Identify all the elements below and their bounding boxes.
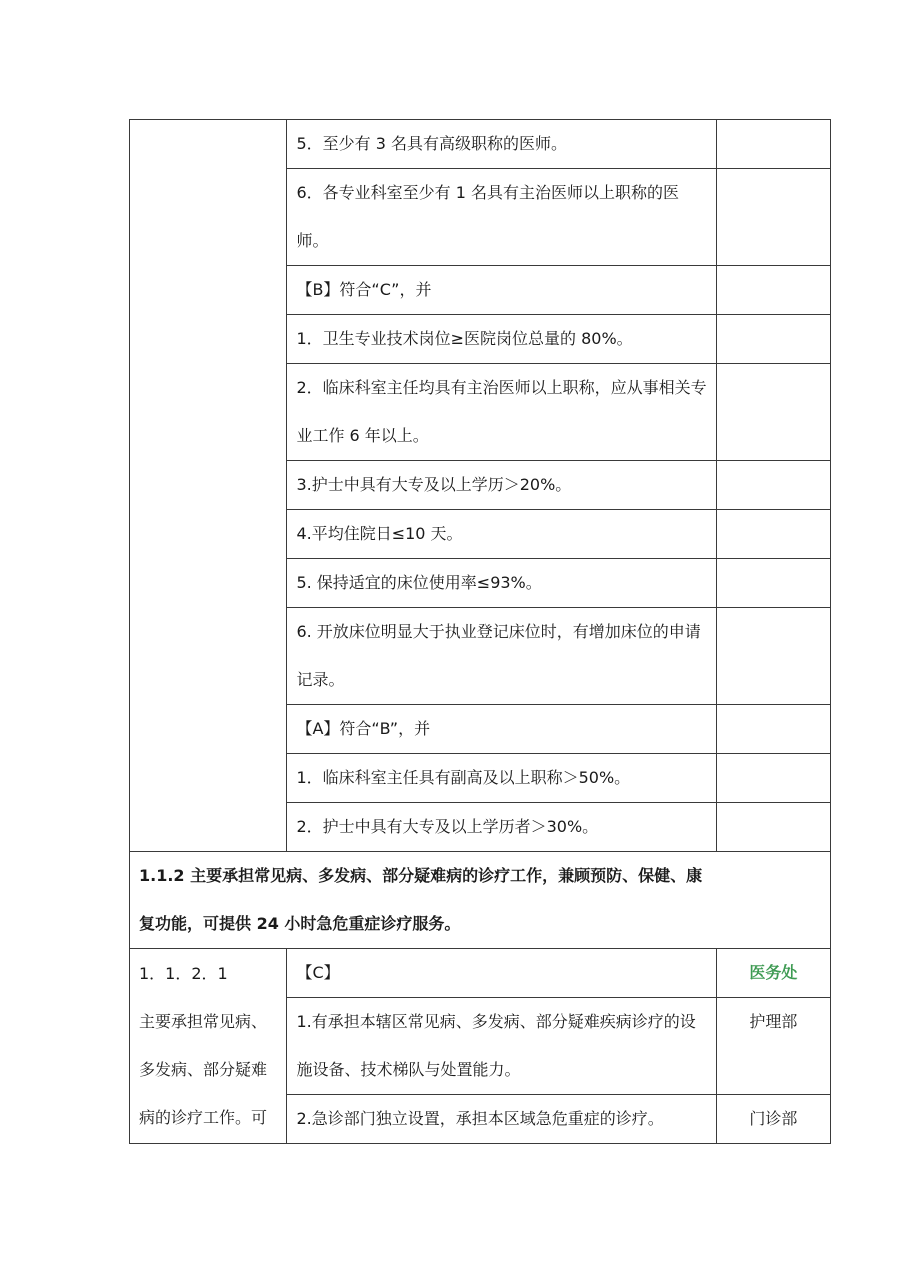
department-cell (716, 608, 830, 705)
department-cell (716, 461, 830, 510)
table-row (130, 949, 831, 998)
department-cell: 门诊部 (716, 1095, 830, 1144)
criterion-cell: 5. 保持适宜的床位使用率≤93%。 (287, 559, 716, 608)
criterion-cell: 1．临床科室主任具有副高及以上职称＞50%。 (287, 754, 716, 803)
department-cell (716, 559, 830, 608)
criterion-cell: 【B】符合“C”，并 (287, 266, 716, 315)
criterion-cell: 6. 开放床位明显大于执业登记床位时，有增加床位的申请记录。 (287, 608, 716, 705)
department-cell (716, 315, 830, 364)
criterion-cell: 3.护士中具有大专及以上学历＞20%。 (287, 461, 716, 510)
criterion-cell: 1.有承担本辖区常见病、多发病、部分疑难疾病诊疗的设施设备、技术梯队与处置能力。 (287, 998, 716, 1095)
criterion-cell: 2.急诊部门独立设置，承担本区域急危重症的诊疗。 (287, 1095, 716, 1144)
department-cell (716, 364, 830, 461)
department-cell (716, 510, 830, 559)
item-description: 主要承担常见病、多发病、部分疑难病的诊疗工作。可 (139, 1012, 268, 1127)
standards-table (129, 119, 831, 1144)
department-cell (716, 754, 830, 803)
criterion-cell: 【A】符合“B”，并 (287, 705, 716, 754)
criterion-cell: 2．护士中具有大专及以上学历者＞30%。 (287, 803, 716, 852)
department-cell: 护理部 (716, 998, 830, 1095)
item-code: 1．1．2．1 (139, 964, 228, 983)
department-cell (716, 169, 830, 266)
table-row (130, 120, 831, 169)
item-cell (130, 949, 287, 1144)
criterion-cell: 4.平均住院日≤10 天。 (287, 510, 716, 559)
criterion-cell: 2．临床科室主任均具有主治医师以上职称，应从事相关专业工作 6 年以上。 (287, 364, 716, 461)
criterion-cell: 5．至少有 3 名具有高级职称的医师。 (287, 120, 716, 169)
department-cell (716, 266, 830, 315)
section-header: 1.1.2 主要承担常见病、多发病、部分疑难病的诊疗工作，兼顾预防、保健、康复功能，可提供 24 小时急危重症诊疗服务。 (130, 852, 831, 949)
criterion-cell: 【C】 (287, 949, 716, 998)
department-cell (716, 705, 830, 754)
criterion-cell: 1．卫生专业技术岗位≥医院岗位总量的 80%。 (287, 315, 716, 364)
empty-item-cell (130, 120, 287, 852)
department-cell (716, 803, 830, 852)
criterion-cell: 6．各专业科室至少有 1 名具有主治医师以上职称的医师。 (287, 169, 716, 266)
department-cell (716, 120, 830, 169)
section-header-row (130, 852, 831, 949)
department-cell: 医务处 (716, 949, 830, 998)
